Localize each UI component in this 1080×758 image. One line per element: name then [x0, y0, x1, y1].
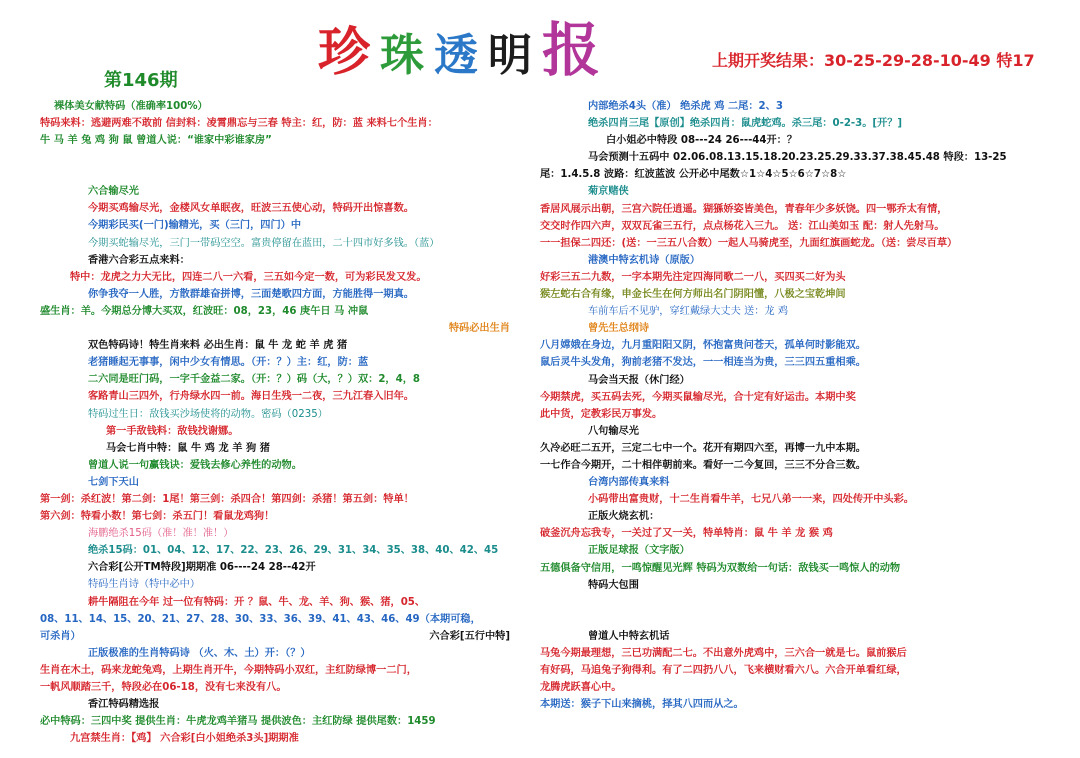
left-column: [40, 98, 510, 747]
text-line: 六合彩[公开TM特段]期期准 06----24 28--42开: [88, 562, 316, 574]
text-line: 尾：1.4.5.8 波路：红波蓝波 公开必中尾数☆1☆4☆5☆6☆7☆8☆: [540, 169, 847, 181]
text-line: 二六同是旺门码，一字千金益二家。（开：？）码（大，？）双：2，4，8: [88, 374, 420, 386]
masthead: [0, 0, 1080, 90]
text-line: 第六剑：特看小数！第七剑：杀五门！看鼠龙鸡狗！: [40, 511, 275, 523]
text-line: 曾道人说一句赢钱诀：爱钱去修心养性的动物。: [88, 459, 302, 471]
section-heading: 香江特码精选报: [88, 699, 160, 711]
text-line: 本期送：猴子下山来摘桃，择其八四而从之。: [540, 699, 744, 711]
text-line: 特中：龙虎之力大无比，四连二八一六看，三五如今定一数，可为彩民发又发。: [70, 271, 427, 283]
text-line: 牛 马 羊 兔 鸡 狗 鼠 曾道人说：“谁家中彩谁家房”: [40, 135, 272, 147]
text-line: 耕牛隔阻在今年 过一位有特码：开 ？鼠、牛、龙、羊、狗、猴、猪，05、: [88, 596, 426, 608]
text-line: 八月嫦娥在身边，九月重阳阳又阴，怀抱富贵问苍天，孤单何时影能双。: [540, 340, 866, 352]
text-line: 一一担保二四还：(送：一三五八合数）一起人马骑虎至，九面红旗画蛇龙。（送：尝尽百草）: [540, 237, 958, 249]
text-line: 必中特码：三四中奖 提供生肖：牛虎龙鸡羊猪马 提供波色：主红防绿 提供尾数：1459: [40, 716, 436, 728]
section-heading: 双色特码诗！特生肖来料 必出生肖：鼠 牛 龙 蛇 羊 虎 猪: [88, 340, 348, 352]
title-char-3: 透: [434, 30, 489, 81]
title-char-2: 珠: [380, 30, 435, 81]
text-line: 五德俱备守信用，一鸣惊醒见光辉 特码为双数给一句话：敌钱买一鸣惊人的动物: [540, 562, 901, 574]
text-line: 猴左蛇右合有缘，申金长生在何方师出名门阴阳懂，八极之宝乾坤间: [540, 289, 846, 301]
text-line: 龙腾虎跃喜心中。: [540, 682, 622, 693]
section-heading: 裸体美女献特码（准确率100%）: [54, 101, 208, 112]
text-line: 你争我夺一人胜，方散群雄奋拼博，三面楚歌四方面，方能胜得一期真。: [88, 288, 414, 300]
text-line: 特码过生日：敌钱买沙场使将的动物。密码（0235）: [88, 408, 328, 420]
section-heading: 特码大包围: [588, 579, 639, 591]
text-line: 特码来料：逃避两难不敢前 信封料：凌霄鼎忘与三春 特主：红，防：蓝 来料七个生肖：: [40, 118, 438, 130]
text-line: 今期买鸡输尽光，金楼风女单眠夜，旺波三五使心动，特码开出惊喜数。: [88, 203, 414, 215]
text-line: 马会预测十五码中 02.06.08.13.15.18.20.23.25.29.33.37.38.45.48 特段：13-25: [588, 152, 1007, 164]
section-heading: 正版火烧玄机：: [588, 511, 660, 523]
text-line: 有好码，马追兔子狗得利。有了二四扔八八，飞来横财看六八。六合开单看红绿，: [540, 664, 907, 676]
right-column: [540, 98, 1045, 713]
text-line: 生肖在木土，码来龙蛇兔鸡，上期生肖开牛，今期特码小双红，主红防绿博一二门，: [40, 665, 417, 676]
text-line: 小码带出富贵财，十二生肖看牛羊，七兄八弟一一来，四处传开中头彩。: [588, 494, 914, 506]
text-line: 破釜沉舟忘我专，一关过了又一关，特单特肖：鼠 牛 羊 龙 猴 鸡: [540, 528, 833, 540]
text-line: 马兔今期最理想，三已功满配二七。不出意外虎鸡中，三六合一就是七。鼠前猴后: [540, 647, 907, 659]
spacer: [40, 149, 510, 183]
last-draw-result: 上期开奖结果：30-25-29-28-10-49 特17: [712, 51, 1035, 70]
text-line: 可杀肖）: [40, 630, 81, 642]
section-heading: 曾道人中特玄机话: [588, 630, 670, 642]
text-line: 马会七肖中特：鼠 牛 鸡 龙 羊 狗 猪: [106, 442, 270, 454]
text-line: 鼠后灵牛头发角，狗前老猪不发达，一一相连当为贵，三三四五重相乘。: [540, 357, 866, 369]
text-line: 白小姐必中特段 08---24 26---44开：？: [606, 135, 798, 147]
title-char-1: 珍: [318, 22, 381, 83]
text-line: 香居风展示出朝，三宫六院任逍遥。猢猻娇姿皆美色，青春年少多妖饶。四一鄂乔太有情，: [540, 203, 948, 215]
text-line: 九宫禁生肖：【鸡】 六合彩[白小姐绝杀3头]期期准: [70, 733, 299, 745]
text-line: 今期禁虎，买五码去死，今期买鼠输尽光，合十定有好运击。本期中奖: [540, 391, 856, 403]
section-heading: 特码必出生肖: [448, 323, 510, 335]
text-line: 第一手敌钱料：敌钱找谢娜。: [106, 425, 239, 437]
issue-number: 第146期: [104, 70, 178, 91]
section-heading: 马会当天报（休门经）: [588, 374, 690, 386]
section-heading: 台湾内部传真来料: [588, 477, 670, 489]
section-heading: 正版极准的生肖特码诗 （火、木、土）开：（？）: [88, 647, 311, 659]
title-char-4: 明: [488, 30, 543, 81]
text-line: 盛生肖：羊。今期总分博大买双，红波旺：08，23，46 庚午日 马 冲鼠: [40, 305, 369, 317]
section-heading: 香港六合彩五点来料：: [88, 254, 190, 266]
newspaper-title: [318, 16, 611, 86]
text-line: 此中货，定教彩民万事发。: [540, 408, 663, 420]
section-heading: 七剑下天山: [88, 476, 139, 488]
spacer: [540, 594, 1045, 628]
section-heading: 六合彩[五行中特]: [429, 630, 510, 642]
text-line: 今期彩民买(一门)输精光，买（三门，四门）中: [88, 220, 302, 232]
section-heading: 正版足球报（文字版）: [588, 545, 690, 557]
text-line: 绝杀15码：01、04、12、17、22、23、26、29、31、34、35、38、40、42、45: [88, 545, 499, 557]
text-line: 一七作合今期开，二十相伴朝前来。看好一二今复回，三三不分合三数。: [540, 459, 866, 471]
section-heading: 八句输尽光: [588, 425, 639, 437]
text-line: 客路青山三四外，行舟绿水四一前。海日生残一二夜，三九江春入旧年。: [88, 391, 414, 403]
text-line: 好彩三五二九数，一字本期先注定四海同歌二一八，买四买二好为头: [540, 271, 846, 283]
title-char-5: 报: [542, 16, 611, 84]
section-heading: 港澳中特玄机诗（原版）: [588, 254, 701, 266]
text-line: 久冷必旺二五开，三定二七中一个。花开有期四六至，再博一九中本期。: [540, 442, 866, 454]
section-heading: 六合输尽光: [88, 186, 139, 198]
text-line: 第一剑：杀红波！第二剑：1尾！第三剑：杀四合！第四剑：杀猪！第五剑：特单！: [40, 493, 414, 505]
text-line: 老猪睡起无事事，闲中少女有情思。（开：？）主：红，防：蓝: [88, 357, 369, 369]
section-heading: 海鹏绝杀15码（准！准！准！）: [88, 528, 234, 540]
text-line: 车前车后不见驴，穿红戴绿大丈夫 送：龙 鸡: [588, 306, 789, 318]
section-heading: 内部绝杀4头（准） 绝杀虎 鸡 二尾：2、3: [588, 101, 783, 112]
text-line: 绝杀四肖三尾【原创】绝杀四肖：鼠虎蛇鸡。杀三尾：0-2-3。[开？]: [588, 118, 903, 130]
section-heading: 菊京赌侠: [588, 186, 629, 198]
text-line: 今期买蛇输尽光，三门一带码空空。富贵停留在蓝田，二十四市好多钱。（蓝）: [88, 237, 440, 249]
text-line: 一帆风顺踏三千，特段必在06-18，没有七来没有八。: [40, 682, 287, 694]
section-heading: 曾先生总纲诗: [588, 323, 650, 335]
section-heading: 特码生肖诗（特中必中）: [88, 579, 201, 591]
text-line: 08、11、14、15、20、21、27、28、30、33、36、39、41、43、46、49（本期可稳，: [40, 613, 481, 625]
text-line: 交交时作四六声，双双瓦雀三五行，点点杨花入三九。 送：江山美如玉 配：射人先射马。: [540, 220, 945, 232]
